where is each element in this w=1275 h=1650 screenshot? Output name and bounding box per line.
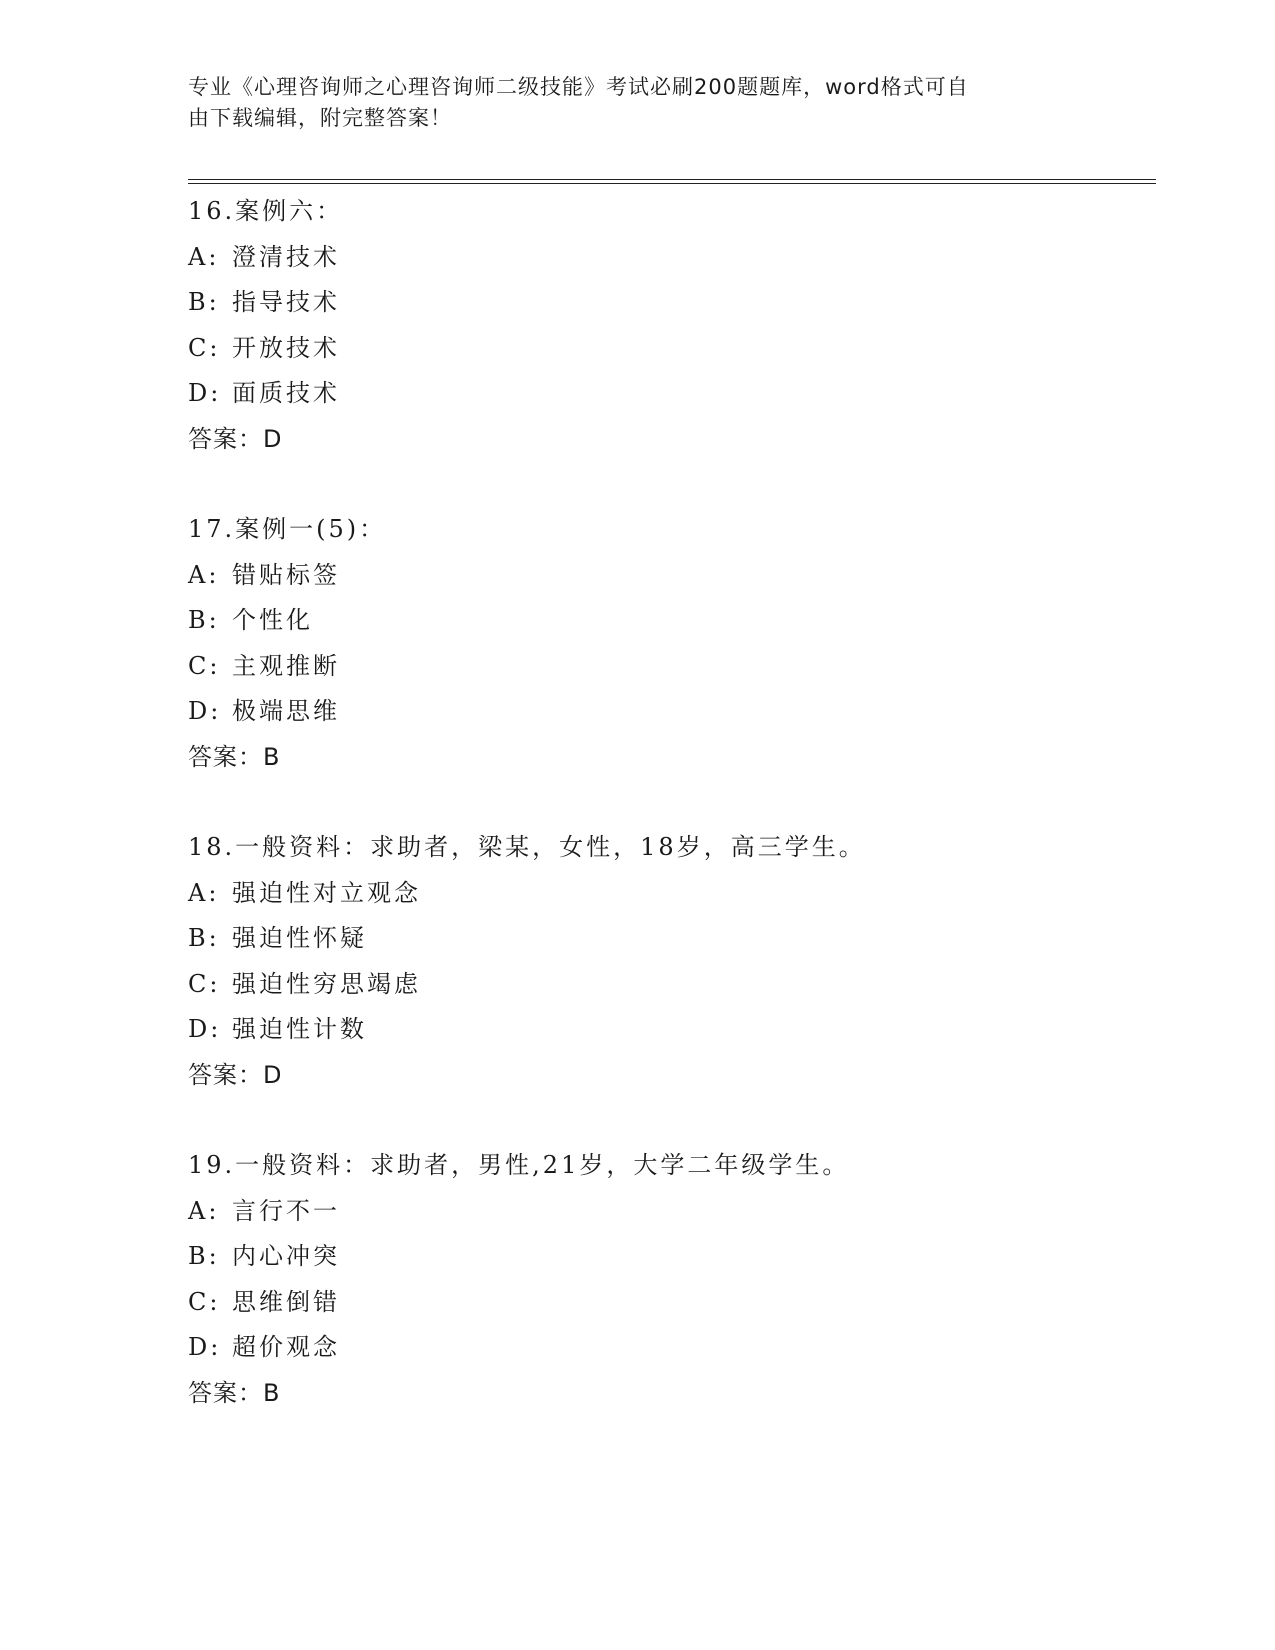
question-list [188,189,1148,1416]
option-text: 面质技术 [232,379,340,407]
question-stem: 18.一般资料：求助者，梁某，女性，18岁，高三学生。 [188,833,866,861]
answer-line: 答案：D [188,424,283,453]
option-text: 开放技术 [232,333,340,362]
option-text: 澄清技术 [232,242,340,271]
option-d [188,689,1148,735]
option-c [188,644,1148,690]
option-b [188,280,1148,326]
option-text: 极端思维 [232,697,340,725]
option-c [188,1280,1148,1326]
option-d [188,1325,1148,1371]
question-16 [188,189,1148,462]
option-b [188,1234,1148,1280]
option-letter: C: [188,333,221,362]
answer-line: 答案：B [188,1378,281,1407]
option-text: 个性化 [232,606,313,634]
question-19 [188,1143,1148,1416]
option-letter: D: [188,1333,222,1361]
option-a [188,871,1148,917]
option-text: 言行不一 [232,1196,340,1225]
option-text: 超价观念 [232,1333,340,1361]
question-stem: 17.案例一(5)： [188,515,387,543]
option-text: 指导技术 [232,288,340,316]
option-letter: D: [188,697,222,725]
document-header-note [188,72,1068,134]
option-text: 强迫性穷思竭虑 [232,969,421,998]
header-line-2: 由下载编辑，附完整答案！ [188,106,452,130]
option-text: 主观推断 [232,651,340,680]
option-letter: C: [188,1287,221,1316]
option-letter: A: [188,560,220,589]
option-letter: B: [188,1242,220,1270]
option-letter: C: [188,651,221,680]
option-b [188,916,1148,962]
option-letter: B: [188,606,220,634]
question-17 [188,507,1148,780]
answer-line: 答案：B [188,742,281,771]
option-c [188,326,1148,372]
option-letter: C: [188,969,221,998]
option-letter: A: [188,242,220,271]
question-18 [188,825,1148,1098]
option-a [188,235,1148,281]
option-b [188,598,1148,644]
question-stem: 19.一般资料：求助者，男性,21岁，大学二年级学生。 [188,1151,850,1179]
option-text: 思维倒错 [232,1287,340,1316]
option-text: 强迫性怀疑 [232,924,367,952]
option-text: 强迫性对立观念 [232,878,421,907]
question-stem: 16.案例六： [188,197,344,225]
option-a [188,553,1148,599]
option-d [188,371,1148,417]
option-text: 内心冲突 [232,1242,340,1270]
option-letter: A: [188,1196,220,1225]
header-divider-bottom [188,183,1156,184]
option-letter: A: [188,878,220,907]
option-text: 错贴标签 [232,560,340,589]
option-a [188,1189,1148,1235]
option-letter: D: [188,1015,222,1043]
option-c [188,962,1148,1008]
option-letter: B: [188,288,220,316]
answer-line: 答案：D [188,1060,283,1089]
header-line-1: 专业《心理咨询师之心理咨询师二级技能》考试必刷200题题库，word格式可自 [188,75,969,99]
option-letter: D: [188,379,222,407]
option-letter: B: [188,924,220,952]
option-text: 强迫性计数 [232,1015,367,1043]
option-d [188,1007,1148,1053]
header-divider-top [188,179,1156,180]
